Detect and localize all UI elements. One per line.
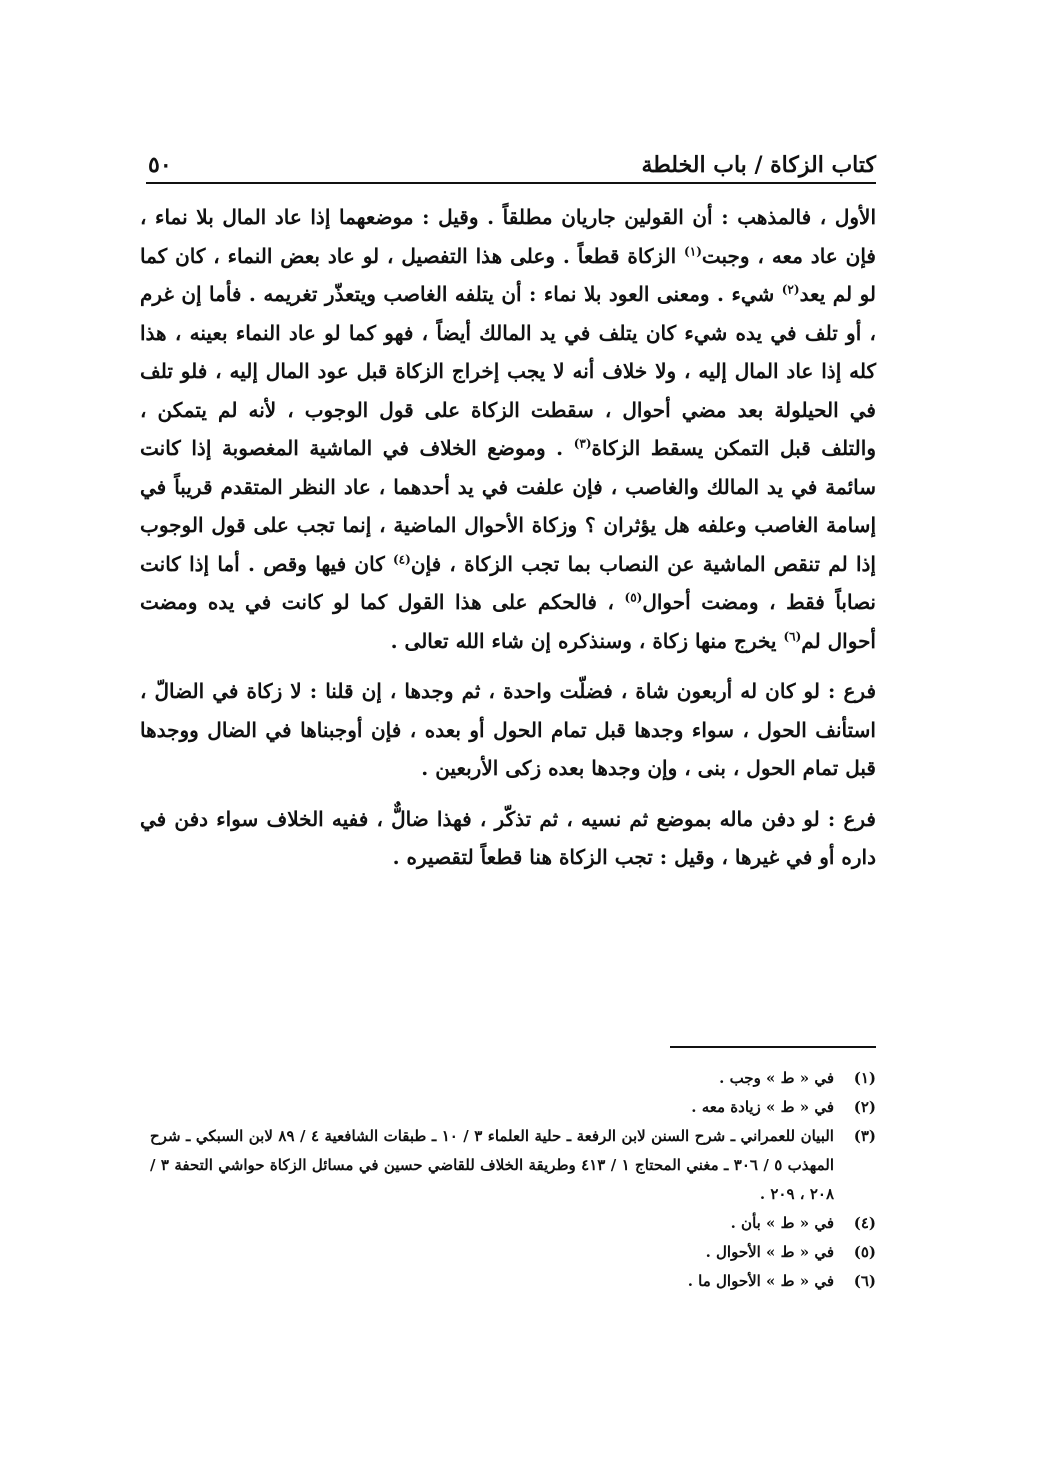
footnote-ref: (٢)	[781, 282, 800, 297]
paragraph	[140, 198, 876, 660]
running-title: كتاب الزكاة / باب الخلطة	[641, 152, 876, 178]
footnote-number: (١)	[853, 1069, 876, 1087]
footnote-number: (٢)	[853, 1098, 876, 1116]
main-text	[140, 198, 876, 877]
footnote	[150, 1238, 876, 1267]
text-run: شيء . ومعنى العود بلا نماء : أن يتلفه الغاصب ويتعذّر تغريمه . فأما إن غرم ، أو تلف في يده شيء كان يتلف في يد المالك أيضاً ، فهو كما لو عاد النماء بعينه ، هذا كله إذا عاد المال إليه ، ولا خلاف أنه لا يجب إخراج الزكاة قبل عود المال إليه ، فلو تلف في الحيلولة بعد مضي أحوال ، سقطت الزكاة على قول الوجوب ، لأنه لم يتمكن ، والتلف قبل التمكن يسقط الزكاة	[140, 282, 876, 460]
text-run: الأول ، فالمذهب : أن القولين جاريان مطلقاً . وقيل : موضعهما إذا عاد المال بلا نماء ، فإن عاد معه ، وجبت	[140, 205, 876, 268]
footnote-ref: (٥)	[624, 590, 643, 605]
text-run: يخرج منها زكاة ، وسنذكره إن شاء الله تعالى .	[390, 628, 784, 653]
text-run: . وموضع الخلاف في الماشية المغصوبة إذا كانت سائمة في يد المالك والغاصب ، فإن علفت في يد أحدهما ، عاد النظر المتقدم قريباً في إسامة الغاصب وعلفه هل يؤثران ؟ وزكاة الأحوال الماضية ، إنما تجب على قول الوجوب إذا لم تنقص الماشية عن النصاب بما تجب الزكاة ، فإن	[140, 436, 876, 576]
footnote-text: في « ط » بأن .	[730, 1214, 834, 1232]
footnote	[150, 1064, 876, 1093]
footnote-number: (٥)	[853, 1243, 876, 1261]
footnote-number: (٤)	[853, 1214, 876, 1232]
footnote-separator	[670, 1046, 876, 1048]
footnote-number: (٣)	[853, 1127, 876, 1145]
paragraph	[140, 800, 876, 877]
footnote	[150, 1093, 876, 1122]
paragraph	[140, 672, 876, 788]
section-label: فرع :	[828, 679, 877, 703]
footnote-text: في « ط » الأحوال .	[705, 1243, 834, 1261]
text-run: ، فالحكم على هذا القول كما لو كانت في يده ومضت أحوال لم	[140, 590, 876, 653]
page-header	[148, 138, 876, 178]
footnote-ref: (٣)	[573, 436, 592, 451]
text-run: لو دفن ماله بموضع ثم نسيه ، ثم تذكّر ، فهذا ضالٌّ ، ففيه الخلاف سواء دفن في داره أو في غيرها ، وقيل : تجب الزكاة هنا قطعاً لتقصيره .	[140, 806, 876, 869]
footnote-ref: (٦)	[783, 628, 802, 643]
footnote	[150, 1267, 876, 1296]
text-run: لو كان له أربعون شاة ، فضلّت واحدة ، ثم وجدها ، إن قلنا : لا زكاة في الضالّ ، استأنف الحول ، سواء وجدها قبل تمام الحول أو بعده ، فإن أوجبناها في الضال ووجدها قبل تمام الحول ، بنى ، وإن وجدها بعده زكى الأربعين .	[140, 679, 876, 780]
text-run: كان فيها وقص . أما إذا كانت نصاباً فقط ، ومضت أحوال	[140, 551, 876, 614]
footnotes	[150, 1064, 876, 1296]
section-label: فرع :	[827, 806, 876, 831]
footnote-text: في « ط » زيادة معه .	[691, 1098, 834, 1116]
footnote-text: في « ط » وجب .	[719, 1069, 834, 1087]
header-rule	[146, 182, 876, 184]
footnote-number: (٦)	[853, 1272, 876, 1290]
footnote	[150, 1209, 876, 1238]
text-run: الزكاة قطعاً . وعلى هذا التفصيل ، لو عاد بعض النماء ، كان كما لو لم يعد	[140, 243, 876, 306]
page-number: ٥٠	[148, 152, 172, 178]
footnote-text: في « ط » الأحوال ما .	[687, 1272, 834, 1290]
footnote-ref: (١)	[684, 243, 702, 258]
footnote	[150, 1122, 876, 1209]
footnote-ref: (٤)	[392, 551, 411, 566]
footnote-text: البيان للعمراني ـ شرح السنن لابن الرفعة ـ حلية العلماء ٣ / ١٠ ـ طبقات الشافعية ٤ / ٨٩ لابن السبكي ـ شرح المهذب ٥ / ٣٠٦ ـ مغني المحتاج ١ / ٤١٣ وطريقة الخلاف للقاضي حسين في مسائل الزكاة حواشي التحفة ٣ / ٢٠٨ ، ٢٠٩ .	[150, 1127, 834, 1203]
